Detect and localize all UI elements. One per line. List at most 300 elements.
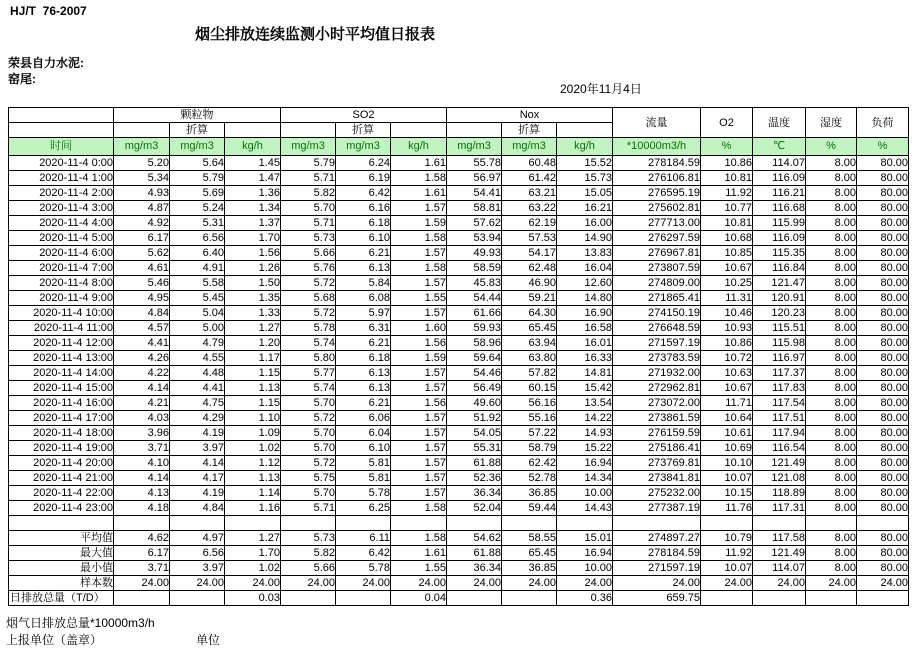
value-cell: 5.77: [281, 366, 336, 381]
value-cell: 5.70: [281, 486, 336, 501]
value-cell: 8.00: [806, 321, 857, 336]
value-cell: 117.94: [753, 426, 806, 441]
value-cell: 6.13: [336, 261, 391, 276]
value-cell: 80.00: [857, 231, 909, 246]
hourly-row: [9, 156, 909, 171]
value-cell: 80.00: [857, 186, 909, 201]
value-cell: 24.00: [502, 576, 557, 591]
value-cell: 15.05: [557, 186, 613, 201]
value-cell: 6.16: [336, 201, 391, 216]
value-cell: 16.94: [557, 546, 613, 561]
time-cell: 2020-11-4 21:00: [9, 471, 114, 486]
value-cell: 46.90: [502, 276, 557, 291]
time-cell: 2020-11-4 7:00: [9, 261, 114, 276]
value-cell: 1.47: [225, 171, 281, 186]
value-cell: 5.78: [281, 321, 336, 336]
value-cell: 5.74: [281, 381, 336, 396]
value-cell: 117.31: [753, 501, 806, 516]
value-cell: 4.93: [114, 186, 170, 201]
value-cell: 80.00: [857, 306, 909, 321]
value-cell: 24.00: [613, 576, 701, 591]
value-cell: 6.24: [336, 156, 391, 171]
hourly-row: [9, 261, 909, 276]
value-cell: 5.58: [170, 276, 225, 291]
col-load: 负荷: [857, 108, 909, 138]
value-cell: [114, 516, 170, 531]
value-cell: 1.58: [391, 261, 447, 276]
value-cell: 1.45: [225, 156, 281, 171]
row-label-cell: 样本数: [9, 576, 114, 591]
value-cell: 5.82: [281, 186, 336, 201]
value-cell: 62.19: [502, 216, 557, 231]
time-cell: 2020-11-4 18:00: [9, 426, 114, 441]
value-cell: 1.14: [225, 486, 281, 501]
value-cell: 1.57: [391, 366, 447, 381]
value-cell: 5.24: [170, 201, 225, 216]
value-cell: 1.10: [225, 411, 281, 426]
time-cell: 2020-11-4 8:00: [9, 276, 114, 291]
value-cell: 5.69: [170, 186, 225, 201]
value-cell: 80.00: [857, 201, 909, 216]
value-cell: 8.00: [806, 291, 857, 306]
value-cell: 5.00: [170, 321, 225, 336]
value-cell: 5.70: [281, 201, 336, 216]
value-cell: 8.00: [806, 396, 857, 411]
hourly-row: [9, 381, 909, 396]
value-cell: 80.00: [857, 441, 909, 456]
summary-row: [9, 531, 909, 546]
value-cell: 4.92: [114, 216, 170, 231]
value-cell: 273783.59: [613, 351, 701, 366]
value-cell: 1.02: [225, 561, 281, 576]
reporting-unit-label: 上报单位（盖章）: [6, 633, 103, 647]
value-cell: 8.00: [806, 201, 857, 216]
value-cell: 15.73: [557, 171, 613, 186]
value-cell: 80.00: [857, 261, 909, 276]
value-cell: 10.46: [701, 306, 753, 321]
value-cell: 5.70: [281, 441, 336, 456]
value-cell: 277713.00: [613, 216, 701, 231]
value-cell: 4.84: [170, 501, 225, 516]
value-cell: [391, 516, 447, 531]
flue-gas-total-note: 烟气日排放总量*10000m3/h: [6, 616, 155, 630]
value-cell: 5.81: [336, 456, 391, 471]
value-cell: 24.00: [857, 576, 909, 591]
value-cell: 121.49: [753, 546, 806, 561]
value-cell: 116.09: [753, 231, 806, 246]
value-cell: 278184.59: [613, 156, 701, 171]
value-cell: 16.90: [557, 306, 613, 321]
time-cell: 2020-11-4 11:00: [9, 321, 114, 336]
value-cell: 80.00: [857, 411, 909, 426]
value-cell: 1.13: [225, 381, 281, 396]
value-cell: 4.13: [114, 486, 170, 501]
value-cell: [336, 516, 391, 531]
converted-label-so2: 折算: [336, 123, 391, 138]
value-cell: 271597.19: [613, 336, 701, 351]
value-cell: 6.13: [336, 381, 391, 396]
value-cell: 6.56: [170, 546, 225, 561]
value-cell: 24.00: [806, 576, 857, 591]
summary-row: [9, 546, 909, 561]
header-row-units: [9, 138, 909, 156]
value-cell: 0.03: [225, 591, 281, 606]
value-cell: 59.93: [447, 321, 502, 336]
hourly-row: [9, 471, 909, 486]
value-cell: 8.00: [806, 336, 857, 351]
unit-cell: mg/m3: [336, 138, 391, 156]
value-cell: 10.81: [701, 171, 753, 186]
value-cell: 4.19: [170, 486, 225, 501]
value-cell: 8.00: [806, 216, 857, 231]
value-cell: 5.72: [281, 276, 336, 291]
value-cell: 4.62: [114, 531, 170, 546]
value-cell: 57.62: [447, 216, 502, 231]
value-cell: 5.84: [336, 276, 391, 291]
hourly-row: [9, 426, 909, 441]
value-cell: [857, 516, 909, 531]
value-cell: 56.49: [447, 381, 502, 396]
value-cell: 10.00: [557, 486, 613, 501]
value-cell: 0.04: [391, 591, 447, 606]
value-cell: 115.99: [753, 216, 806, 231]
value-cell: [114, 591, 170, 606]
value-cell: 5.79: [170, 171, 225, 186]
value-cell: 0.36: [557, 591, 613, 606]
value-cell: 62.48: [502, 261, 557, 276]
value-cell: 55.78: [447, 156, 502, 171]
value-cell: 1.55: [391, 561, 447, 576]
value-cell: 6.42: [336, 186, 391, 201]
value-cell: 117.37: [753, 366, 806, 381]
value-cell: 8.00: [806, 366, 857, 381]
value-cell: 24.00: [447, 576, 502, 591]
value-cell: 4.21: [114, 396, 170, 411]
value-cell: 5.66: [281, 561, 336, 576]
value-cell: 1.58: [391, 531, 447, 546]
value-cell: 80.00: [857, 246, 909, 261]
value-cell: 5.71: [281, 216, 336, 231]
value-cell: 80.00: [857, 171, 909, 186]
value-cell: 56.97: [447, 171, 502, 186]
value-cell: 58.81: [447, 201, 502, 216]
value-cell: 4.87: [114, 201, 170, 216]
hourly-row: [9, 441, 909, 456]
hourly-row: [9, 351, 909, 366]
value-cell: 6.18: [336, 351, 391, 366]
value-cell: 24.00: [281, 576, 336, 591]
value-cell: 5.97: [336, 306, 391, 321]
value-cell: 36.85: [502, 561, 557, 576]
value-cell: 8.00: [806, 306, 857, 321]
value-cell: 14.43: [557, 501, 613, 516]
value-cell: 80.00: [857, 396, 909, 411]
value-cell: 10.79: [701, 531, 753, 546]
value-cell: 24.00: [114, 576, 170, 591]
value-cell: 4.97: [170, 531, 225, 546]
value-cell: 80.00: [857, 216, 909, 231]
row-label-cell: 最大值: [9, 546, 114, 561]
value-cell: 55.16: [502, 411, 557, 426]
value-cell: 1.57: [391, 276, 447, 291]
value-cell: 4.18: [114, 501, 170, 516]
value-cell: 4.19: [170, 426, 225, 441]
value-cell: 4.75: [170, 396, 225, 411]
value-cell: 6.04: [336, 426, 391, 441]
value-cell: 3.97: [170, 561, 225, 576]
time-cell: 2020-11-4 15:00: [9, 381, 114, 396]
value-cell: 1.09: [225, 426, 281, 441]
value-cell: 275186.41: [613, 441, 701, 456]
value-cell: 1.61: [391, 546, 447, 561]
value-cell: 4.10: [114, 456, 170, 471]
value-cell: 5.62: [114, 246, 170, 261]
value-cell: 54.62: [447, 531, 502, 546]
value-cell: 10.25: [701, 276, 753, 291]
value-cell: 1.57: [391, 381, 447, 396]
value-cell: 15.52: [557, 156, 613, 171]
value-cell: 1.57: [391, 471, 447, 486]
value-cell: 6.21: [336, 336, 391, 351]
value-cell: 80.00: [857, 426, 909, 441]
value-cell: 54.17: [502, 246, 557, 261]
value-cell: 6.06: [336, 411, 391, 426]
hourly-row: [9, 231, 909, 246]
value-cell: 8.00: [806, 276, 857, 291]
time-cell: 2020-11-4 4:00: [9, 216, 114, 231]
value-cell: [557, 516, 613, 531]
time-cell: 2020-11-4 14:00: [9, 366, 114, 381]
value-cell: 58.59: [447, 261, 502, 276]
value-cell: 272962.81: [613, 381, 701, 396]
value-cell: 10.07: [701, 561, 753, 576]
value-cell: 14.34: [557, 471, 613, 486]
value-cell: 52.36: [447, 471, 502, 486]
value-cell: 120.91: [753, 291, 806, 306]
value-cell: 8.00: [806, 261, 857, 276]
value-cell: 8.00: [806, 381, 857, 396]
value-cell: 63.80: [502, 351, 557, 366]
value-cell: 24.00: [701, 576, 753, 591]
value-cell: 11.92: [701, 186, 753, 201]
value-cell: 1.56: [391, 336, 447, 351]
value-cell: 1.57: [391, 201, 447, 216]
value-cell: 4.95: [114, 291, 170, 306]
value-cell: [225, 516, 281, 531]
value-cell: 5.73: [281, 531, 336, 546]
value-cell: 6.42: [336, 546, 391, 561]
value-cell: 10.63: [701, 366, 753, 381]
value-cell: 116.68: [753, 201, 806, 216]
unit-cell: kg/h: [225, 138, 281, 156]
value-cell: 1.20: [225, 336, 281, 351]
time-cell: 2020-11-4 9:00: [9, 291, 114, 306]
value-cell: 114.07: [753, 561, 806, 576]
value-cell: 117.83: [753, 381, 806, 396]
value-cell: 1.57: [391, 456, 447, 471]
value-cell: 1.56: [391, 396, 447, 411]
value-cell: 16.21: [557, 201, 613, 216]
value-cell: 8.00: [806, 546, 857, 561]
unit-cell: mg/m3: [447, 138, 502, 156]
value-cell: 8.00: [806, 411, 857, 426]
value-cell: 15.22: [557, 441, 613, 456]
value-cell: 58.79: [502, 441, 557, 456]
value-cell: 1.15: [225, 366, 281, 381]
value-cell: [806, 591, 857, 606]
value-cell: 5.80: [281, 351, 336, 366]
value-cell: 4.14: [114, 471, 170, 486]
hourly-row: [9, 306, 909, 321]
value-cell: 14.93: [557, 426, 613, 441]
time-cell: 2020-11-4 22:00: [9, 486, 114, 501]
value-cell: 45.83: [447, 276, 502, 291]
value-cell: 121.47: [753, 276, 806, 291]
hourly-row: [9, 246, 909, 261]
value-cell: 57.53: [502, 231, 557, 246]
time-cell: 2020-11-4 13:00: [9, 351, 114, 366]
value-cell: 13.83: [557, 246, 613, 261]
value-cell: 14.81: [557, 366, 613, 381]
value-cell: 10.00: [557, 561, 613, 576]
value-cell: 80.00: [857, 321, 909, 336]
value-cell: 15.42: [557, 381, 613, 396]
value-cell: 1.58: [391, 501, 447, 516]
value-cell: 117.54: [753, 396, 806, 411]
time-cell: 2020-11-4 2:00: [9, 186, 114, 201]
value-cell: 1.02: [225, 441, 281, 456]
value-cell: [502, 591, 557, 606]
value-cell: 63.22: [502, 201, 557, 216]
unit-cell: kg/h: [391, 138, 447, 156]
value-cell: 659.75: [613, 591, 701, 606]
value-cell: 10.61: [701, 426, 753, 441]
value-cell: 4.41: [170, 381, 225, 396]
value-cell: 8.00: [806, 156, 857, 171]
value-cell: 24.00: [391, 576, 447, 591]
value-cell: 114.07: [753, 156, 806, 171]
value-cell: 3.96: [114, 426, 170, 441]
value-cell: 4.14: [170, 456, 225, 471]
value-cell: 275232.00: [613, 486, 701, 501]
value-cell: 118.89: [753, 486, 806, 501]
unit-cell: %: [806, 138, 857, 156]
value-cell: 1.33: [225, 306, 281, 321]
value-cell: 8.00: [806, 231, 857, 246]
value-cell: 8.00: [806, 426, 857, 441]
value-cell: 3.97: [170, 441, 225, 456]
value-cell: 6.17: [114, 546, 170, 561]
value-cell: 4.41: [114, 336, 170, 351]
value-cell: 10.67: [701, 381, 753, 396]
row-label-cell: [9, 516, 114, 531]
value-cell: 57.22: [502, 426, 557, 441]
value-cell: 4.79: [170, 336, 225, 351]
value-cell: 24.00: [336, 576, 391, 591]
table-body: [9, 156, 909, 606]
time-cell: 2020-11-4 23:00: [9, 501, 114, 516]
value-cell: 5.31: [170, 216, 225, 231]
value-cell: 8.00: [806, 441, 857, 456]
value-cell: 59.21: [502, 291, 557, 306]
value-cell: 276297.59: [613, 231, 701, 246]
value-cell: 6.56: [170, 231, 225, 246]
value-cell: 4.91: [170, 261, 225, 276]
time-cell: 2020-11-4 20:00: [9, 456, 114, 471]
value-cell: 1.16: [225, 501, 281, 516]
value-cell: 5.82: [281, 546, 336, 561]
value-cell: 3.71: [114, 561, 170, 576]
value-cell: 276159.59: [613, 426, 701, 441]
report-date: 2020年11月4日: [560, 82, 642, 96]
value-cell: 58.96: [447, 336, 502, 351]
value-cell: 3.71: [114, 441, 170, 456]
value-cell: 1.57: [391, 441, 447, 456]
value-cell: 1.57: [391, 426, 447, 441]
value-cell: 273072.00: [613, 396, 701, 411]
value-cell: 5.75: [281, 471, 336, 486]
hourly-row: [9, 411, 909, 426]
hourly-row: [9, 501, 909, 516]
value-cell: [753, 591, 806, 606]
value-cell: 5.81: [336, 471, 391, 486]
value-cell: 10.67: [701, 261, 753, 276]
value-cell: 5.64: [170, 156, 225, 171]
value-cell: 5.68: [281, 291, 336, 306]
value-cell: 10.77: [701, 201, 753, 216]
value-cell: 8.00: [806, 456, 857, 471]
value-cell: 5.79: [281, 156, 336, 171]
value-cell: 5.04: [170, 306, 225, 321]
value-cell: 1.37: [225, 216, 281, 231]
value-cell: 80.00: [857, 291, 909, 306]
hourly-row: [9, 486, 909, 501]
value-cell: 273769.81: [613, 456, 701, 471]
summary-row: [9, 591, 909, 606]
value-cell: 271932.00: [613, 366, 701, 381]
value-cell: 10.10: [701, 456, 753, 471]
value-cell: 273861.59: [613, 411, 701, 426]
value-cell: 276648.59: [613, 321, 701, 336]
unit-cell: mg/m3: [502, 138, 557, 156]
value-cell: [613, 516, 701, 531]
value-cell: 1.58: [391, 171, 447, 186]
value-cell: 80.00: [857, 471, 909, 486]
value-cell: 277387.19: [613, 501, 701, 516]
unit-cell: *10000m3/h: [613, 138, 701, 156]
value-cell: 4.22: [114, 366, 170, 381]
value-cell: 1.58: [391, 231, 447, 246]
time-cell: 2020-11-4 6:00: [9, 246, 114, 261]
value-cell: 5.73: [281, 231, 336, 246]
value-cell: 14.22: [557, 411, 613, 426]
time-cell: 2020-11-4 16:00: [9, 396, 114, 411]
value-cell: 273807.59: [613, 261, 701, 276]
time-cell: 2020-11-4 0:00: [9, 156, 114, 171]
value-cell: 8.00: [806, 246, 857, 261]
hourly-row: [9, 186, 909, 201]
col-group-nox: Nox: [447, 108, 613, 123]
value-cell: 5.71: [281, 171, 336, 186]
value-cell: 1.70: [225, 231, 281, 246]
value-cell: 16.04: [557, 261, 613, 276]
value-cell: 117.58: [753, 531, 806, 546]
hourly-row: [9, 336, 909, 351]
value-cell: 13.54: [557, 396, 613, 411]
value-cell: 54.05: [447, 426, 502, 441]
value-cell: 6.13: [336, 366, 391, 381]
value-cell: 6.21: [336, 396, 391, 411]
